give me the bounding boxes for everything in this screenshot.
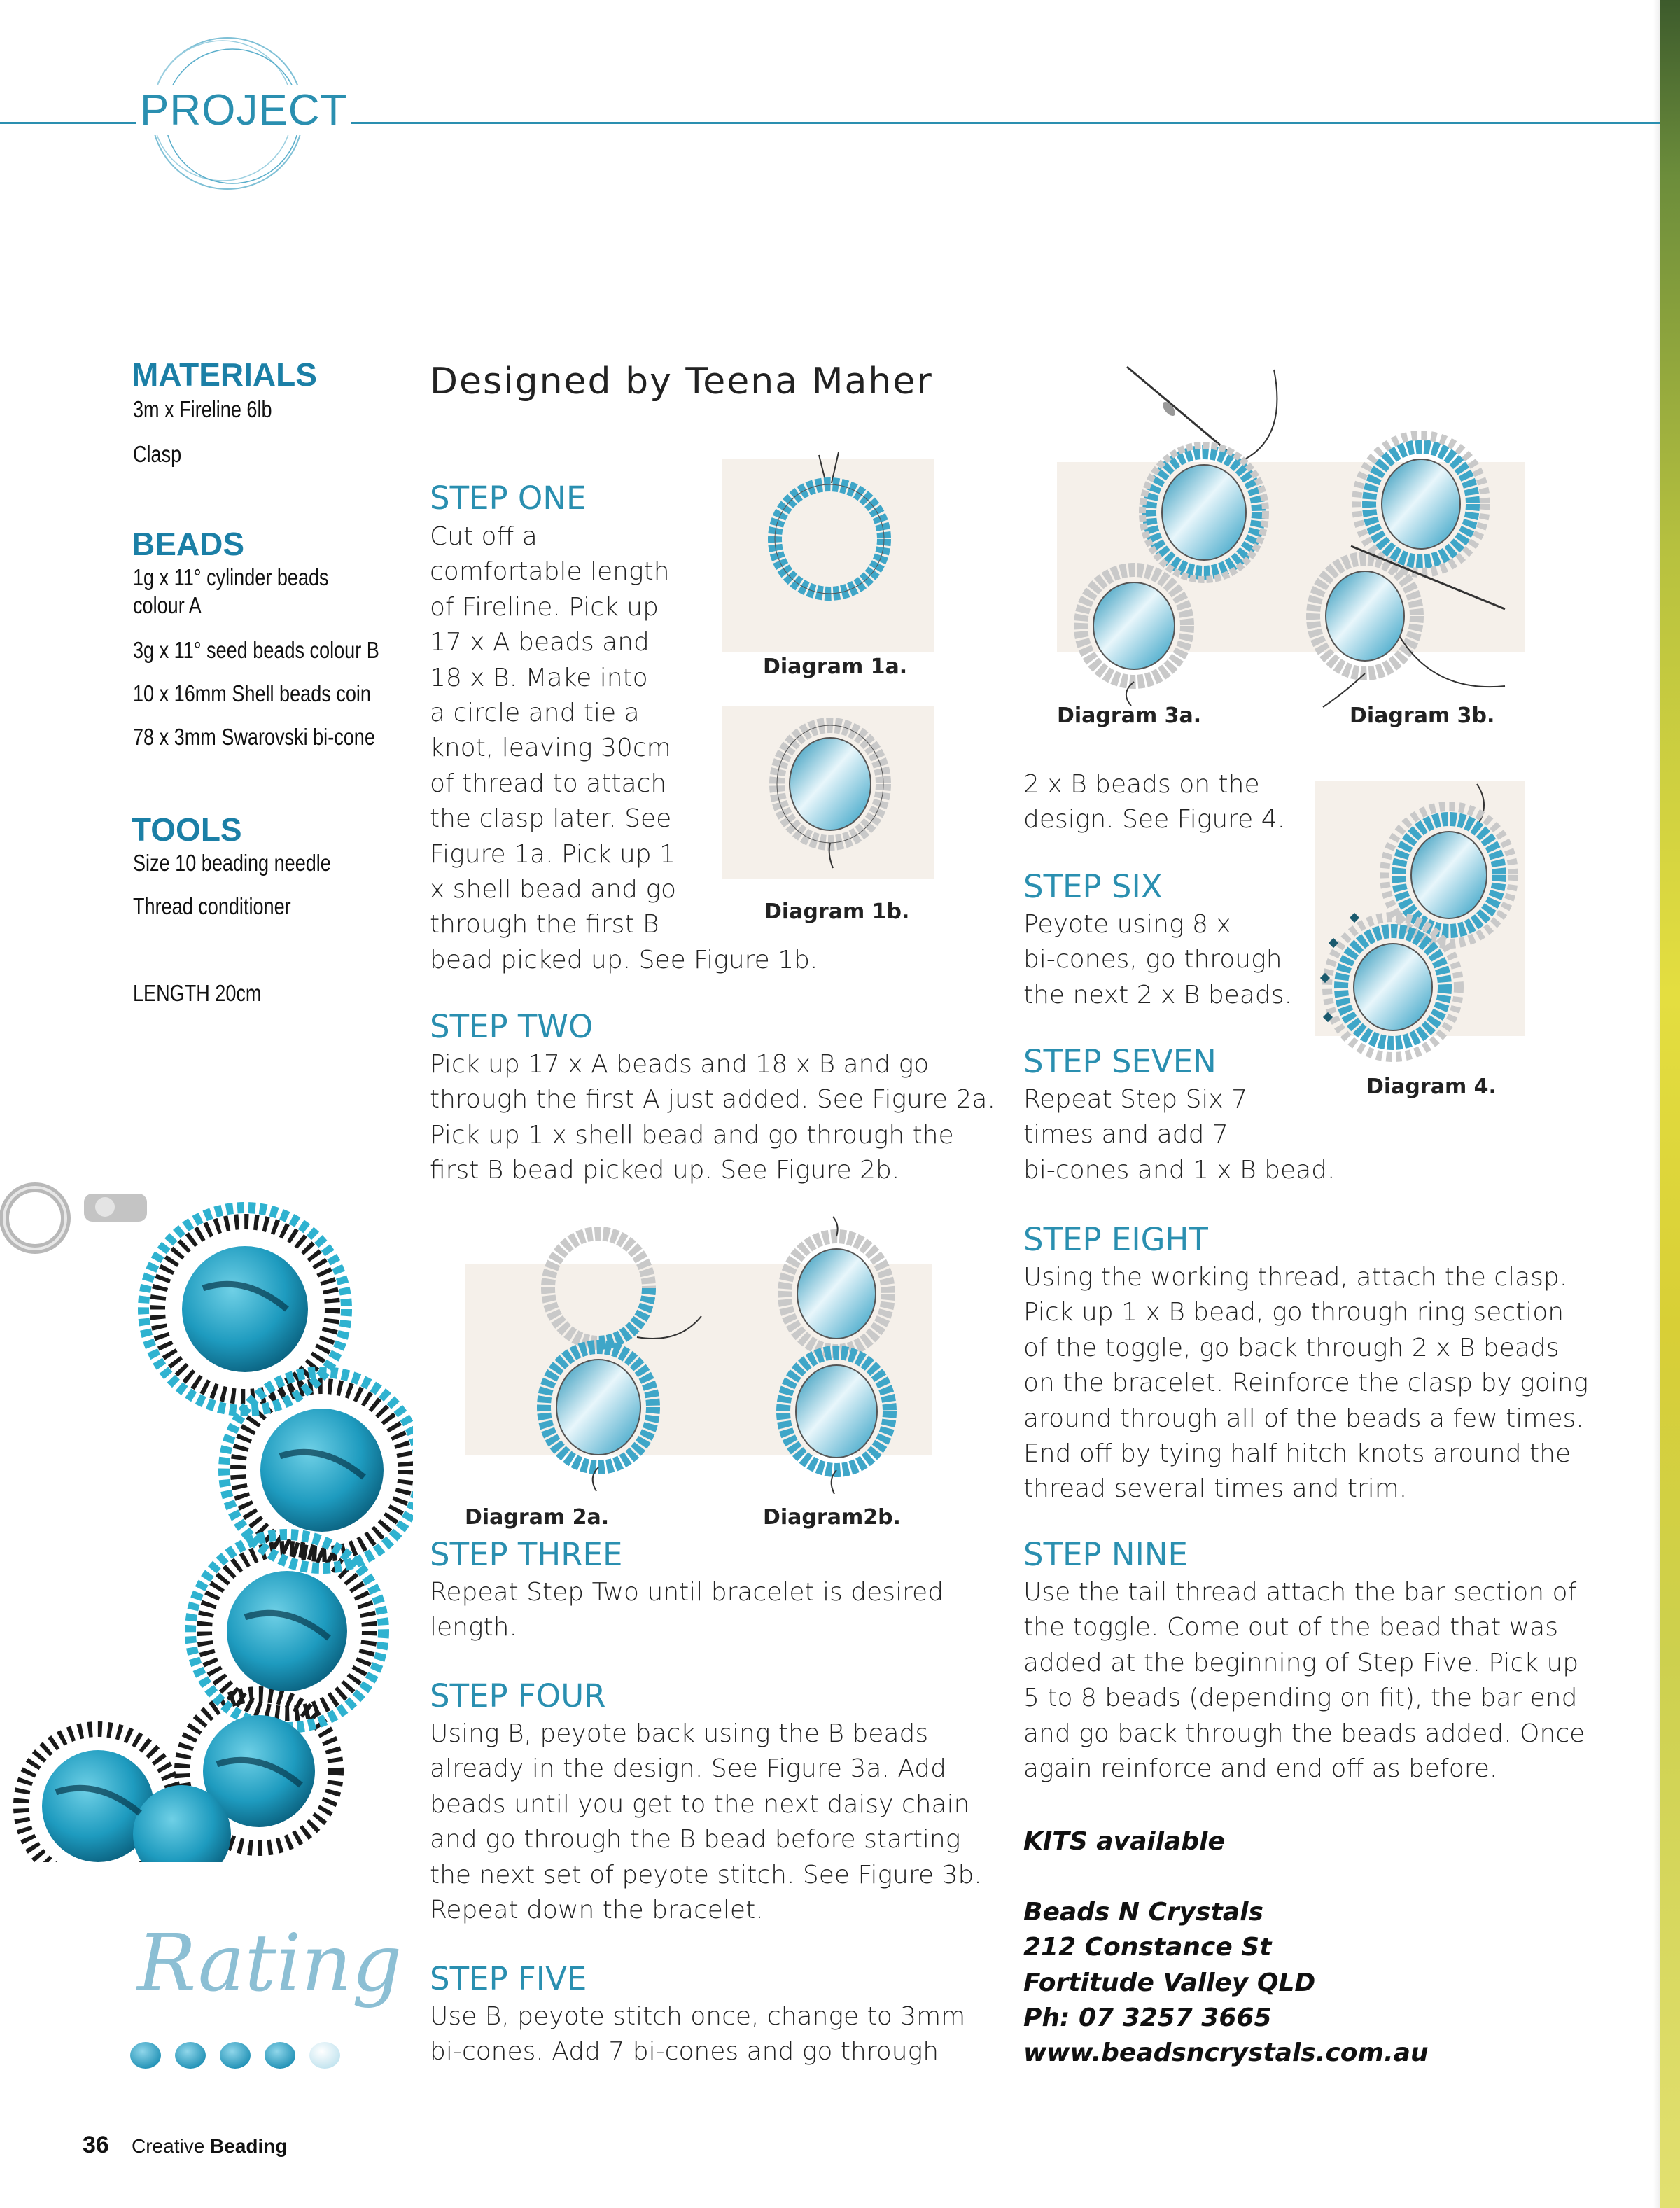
rating-dot-filled	[220, 2042, 251, 2069]
text-line: and go back through the beads added. Once	[1023, 1719, 1586, 1748]
step-three-text	[430, 1575, 944, 1646]
diagram-3a-beads	[1064, 357, 1288, 707]
step-six-text	[1023, 907, 1292, 1013]
text-line: thread several times and trim.	[1023, 1474, 1408, 1504]
diagram-1b-bead-coin	[760, 707, 900, 875]
rating-dot-filled	[265, 2042, 295, 2069]
kits-store-name: Beads N Crystals	[1023, 1897, 1264, 1927]
step-eight-heading: STEP EIGHT	[1023, 1221, 1208, 1258]
text-line: through the first A just added. See Figure 2a.	[430, 1085, 995, 1115]
step-two-text	[430, 1047, 995, 1189]
diagram-2a-label: Diagram 2a.	[465, 1505, 610, 1530]
bead-item: 1g x 11° cylinder beads	[133, 564, 329, 590]
text-line: the next set of peyote stitch. See Figure 3b.	[430, 1860, 982, 1889]
text-line: of thread to attach	[430, 769, 667, 798]
diagram-1a-label: Diagram 1a.	[763, 655, 908, 679]
text-line: and go through the B bead before starting	[430, 1825, 961, 1854]
text-line: Using B, peyote back using the B beads	[430, 1719, 929, 1748]
length-note: LENGTH 20cm	[133, 980, 262, 1006]
text-line: times and add 7	[1023, 1120, 1228, 1150]
diagram-4-beads	[1316, 777, 1526, 1071]
tool-item: Size 10 beading needle	[133, 850, 331, 876]
kits-info	[1023, 1824, 1429, 2071]
text-line: design. See Figure 4.	[1023, 805, 1286, 834]
text-line: 2 x B beads on the	[1023, 770, 1260, 799]
kits-phone: Ph: 07 3257 3665	[1023, 2004, 1272, 2033]
step-two-heading: STEP TWO	[430, 1008, 594, 1045]
diagram-2b-beads	[749, 1211, 924, 1505]
text-line: End off by tying half hitch knots around the	[1023, 1439, 1572, 1469]
diagram-2a-beads	[518, 1211, 721, 1505]
step-nine-text	[1023, 1575, 1585, 1787]
text-line: Pick up 1 x shell bead and go through the	[430, 1120, 954, 1150]
step-five-continued-text	[1023, 767, 1285, 838]
material-item: Clasp	[133, 441, 182, 467]
text-line: length.	[430, 1613, 517, 1642]
text-line: beads until you get to the next daisy chain	[430, 1789, 970, 1819]
text-line: added at the beginning of Step Five. Pick up	[1023, 1648, 1579, 1677]
kits-street: 212 Constance St	[1023, 1933, 1272, 1962]
text-line: Repeat Step Two until bracelet is desired	[430, 1578, 944, 1607]
rating-dots	[129, 2037, 353, 2074]
magazine-name	[132, 2135, 288, 2158]
materials-heading: MATERIALS	[132, 356, 317, 393]
rating-dot-empty	[309, 2042, 340, 2069]
text-line: first B bead picked up. See Figure 2b.	[430, 1156, 900, 1185]
text-line: Use the tail thread attach the bar section of	[1023, 1578, 1577, 1607]
kits-website-link[interactable]: www.beadsncrystals.com.au	[1023, 2039, 1429, 2068]
diagram-3a-label: Diagram 3a.	[1057, 704, 1202, 728]
section-label: PROJECT	[136, 85, 351, 135]
text-line: bi-cones and 1 x B bead.	[1023, 1155, 1336, 1185]
magazine-name-bold: Beading	[210, 2135, 288, 2157]
text-line: comfortable length	[430, 557, 670, 587]
step-seven-heading: STEP SEVEN	[1023, 1043, 1217, 1080]
step-six-heading: STEP SIX	[1023, 868, 1163, 905]
text-line: again reinforce and end off as before.	[1023, 1754, 1498, 1784]
text-line: Using the working thread, attach the clasp.	[1023, 1263, 1568, 1292]
step-eight-text	[1023, 1260, 1588, 1507]
text-line: 5 to 8 beads (depending on fit), the bar end	[1023, 1684, 1578, 1713]
kits-spacer	[1023, 1859, 1429, 1894]
text-line: on the bracelet. Reinforce the clasp by going	[1023, 1369, 1589, 1398]
tools-heading: TOOLS	[132, 811, 242, 848]
text-line: the next 2 x B beads.	[1023, 980, 1292, 1009]
diagram-4-label: Diagram 4.	[1366, 1075, 1497, 1099]
text-line: Repeat Step Six 7	[1023, 1085, 1248, 1114]
text-line: knot, leaving 30cm	[430, 734, 671, 763]
bead-item: 78 x 3mm Swarovski bi-cone	[133, 724, 375, 750]
text-line: Use B, peyote stitch once, change to 3mm	[430, 2002, 966, 2031]
rating-dot-filled	[130, 2042, 161, 2069]
step-one-heading: STEP ONE	[430, 480, 587, 517]
step-five-heading: STEP FIVE	[430, 1960, 587, 1997]
page-number: 36	[83, 2132, 109, 2158]
kits-suburb: Fortitude Valley QLD	[1023, 1968, 1316, 1997]
text-line: a circle and tie a	[430, 699, 640, 728]
text-line: bi-cones. Add 7 bi-cones and go through	[430, 2037, 939, 2067]
text-line: x shell bead and go	[430, 875, 677, 904]
text-line: of Fireline. Pick up	[430, 592, 659, 622]
step-seven-text	[1023, 1082, 1335, 1188]
text-line: the clasp later. See	[430, 804, 672, 834]
text-line: Repeat down the bracelet.	[430, 1896, 764, 1925]
diagram-3b-label: Diagram 3b.	[1350, 704, 1495, 728]
magazine-name-light: Creative	[132, 2135, 205, 2157]
bead-item: 3g x 11° seed beads colour B	[133, 637, 379, 663]
text-line: Peyote using 8 x	[1023, 910, 1231, 939]
diagram-3b-beads	[1295, 427, 1526, 721]
text-line: Cut off a	[430, 522, 538, 551]
text-line: 17 x A beads and	[430, 628, 650, 657]
text-line: already in the design. See Figure 3a. Add	[430, 1754, 946, 1784]
text-line: through the first B	[430, 910, 659, 939]
kits-heading: KITS available	[1023, 1827, 1225, 1856]
text-line: Pick up 1 x B bead, go through ring section	[1023, 1298, 1564, 1327]
step-nine-heading: STEP NINE	[1023, 1536, 1188, 1573]
bracelet-photo	[0, 1162, 413, 1862]
text-line: bi-cones, go through	[1023, 945, 1282, 974]
facing-page-photo-strip	[1660, 0, 1680, 2208]
bead-item: colour A	[133, 592, 202, 618]
text-line: 18 x B. Make into	[430, 663, 648, 692]
text-line: Figure 1a. Pick up 1	[430, 839, 676, 869]
text-line: the toggle. Come out of the bead that was	[1023, 1613, 1558, 1642]
diagram-1a-bead-ring	[749, 448, 903, 616]
tool-item: Thread conditioner	[133, 893, 291, 919]
text-line: bead picked up. See Figure 1b.	[430, 945, 818, 974]
beads-heading: BEADS	[132, 526, 245, 562]
step-five-text	[430, 1999, 965, 2070]
text-line: of the toggle, go back through 2 x B beads	[1023, 1333, 1560, 1362]
rating-dot-filled	[175, 2042, 206, 2069]
rating-label: Rating	[137, 1918, 402, 2009]
material-item: 3m x Fireline 6lb	[133, 396, 272, 422]
diagram-2b-label: Diagram2b.	[763, 1505, 901, 1530]
diagram-1b-label: Diagram 1b.	[764, 900, 910, 924]
text-line: around through all of the beads a few times.	[1023, 1404, 1584, 1433]
step-four-heading: STEP FOUR	[430, 1677, 606, 1714]
bead-item: 10 x 16mm Shell beads coin	[133, 680, 371, 706]
step-three-heading: STEP THREE	[430, 1536, 623, 1573]
step-four-text	[430, 1717, 982, 1928]
designer-credit: Designed by Teena Maher	[430, 361, 933, 403]
text-line: Pick up 17 x A beads and 18 x B and go	[430, 1050, 930, 1079]
